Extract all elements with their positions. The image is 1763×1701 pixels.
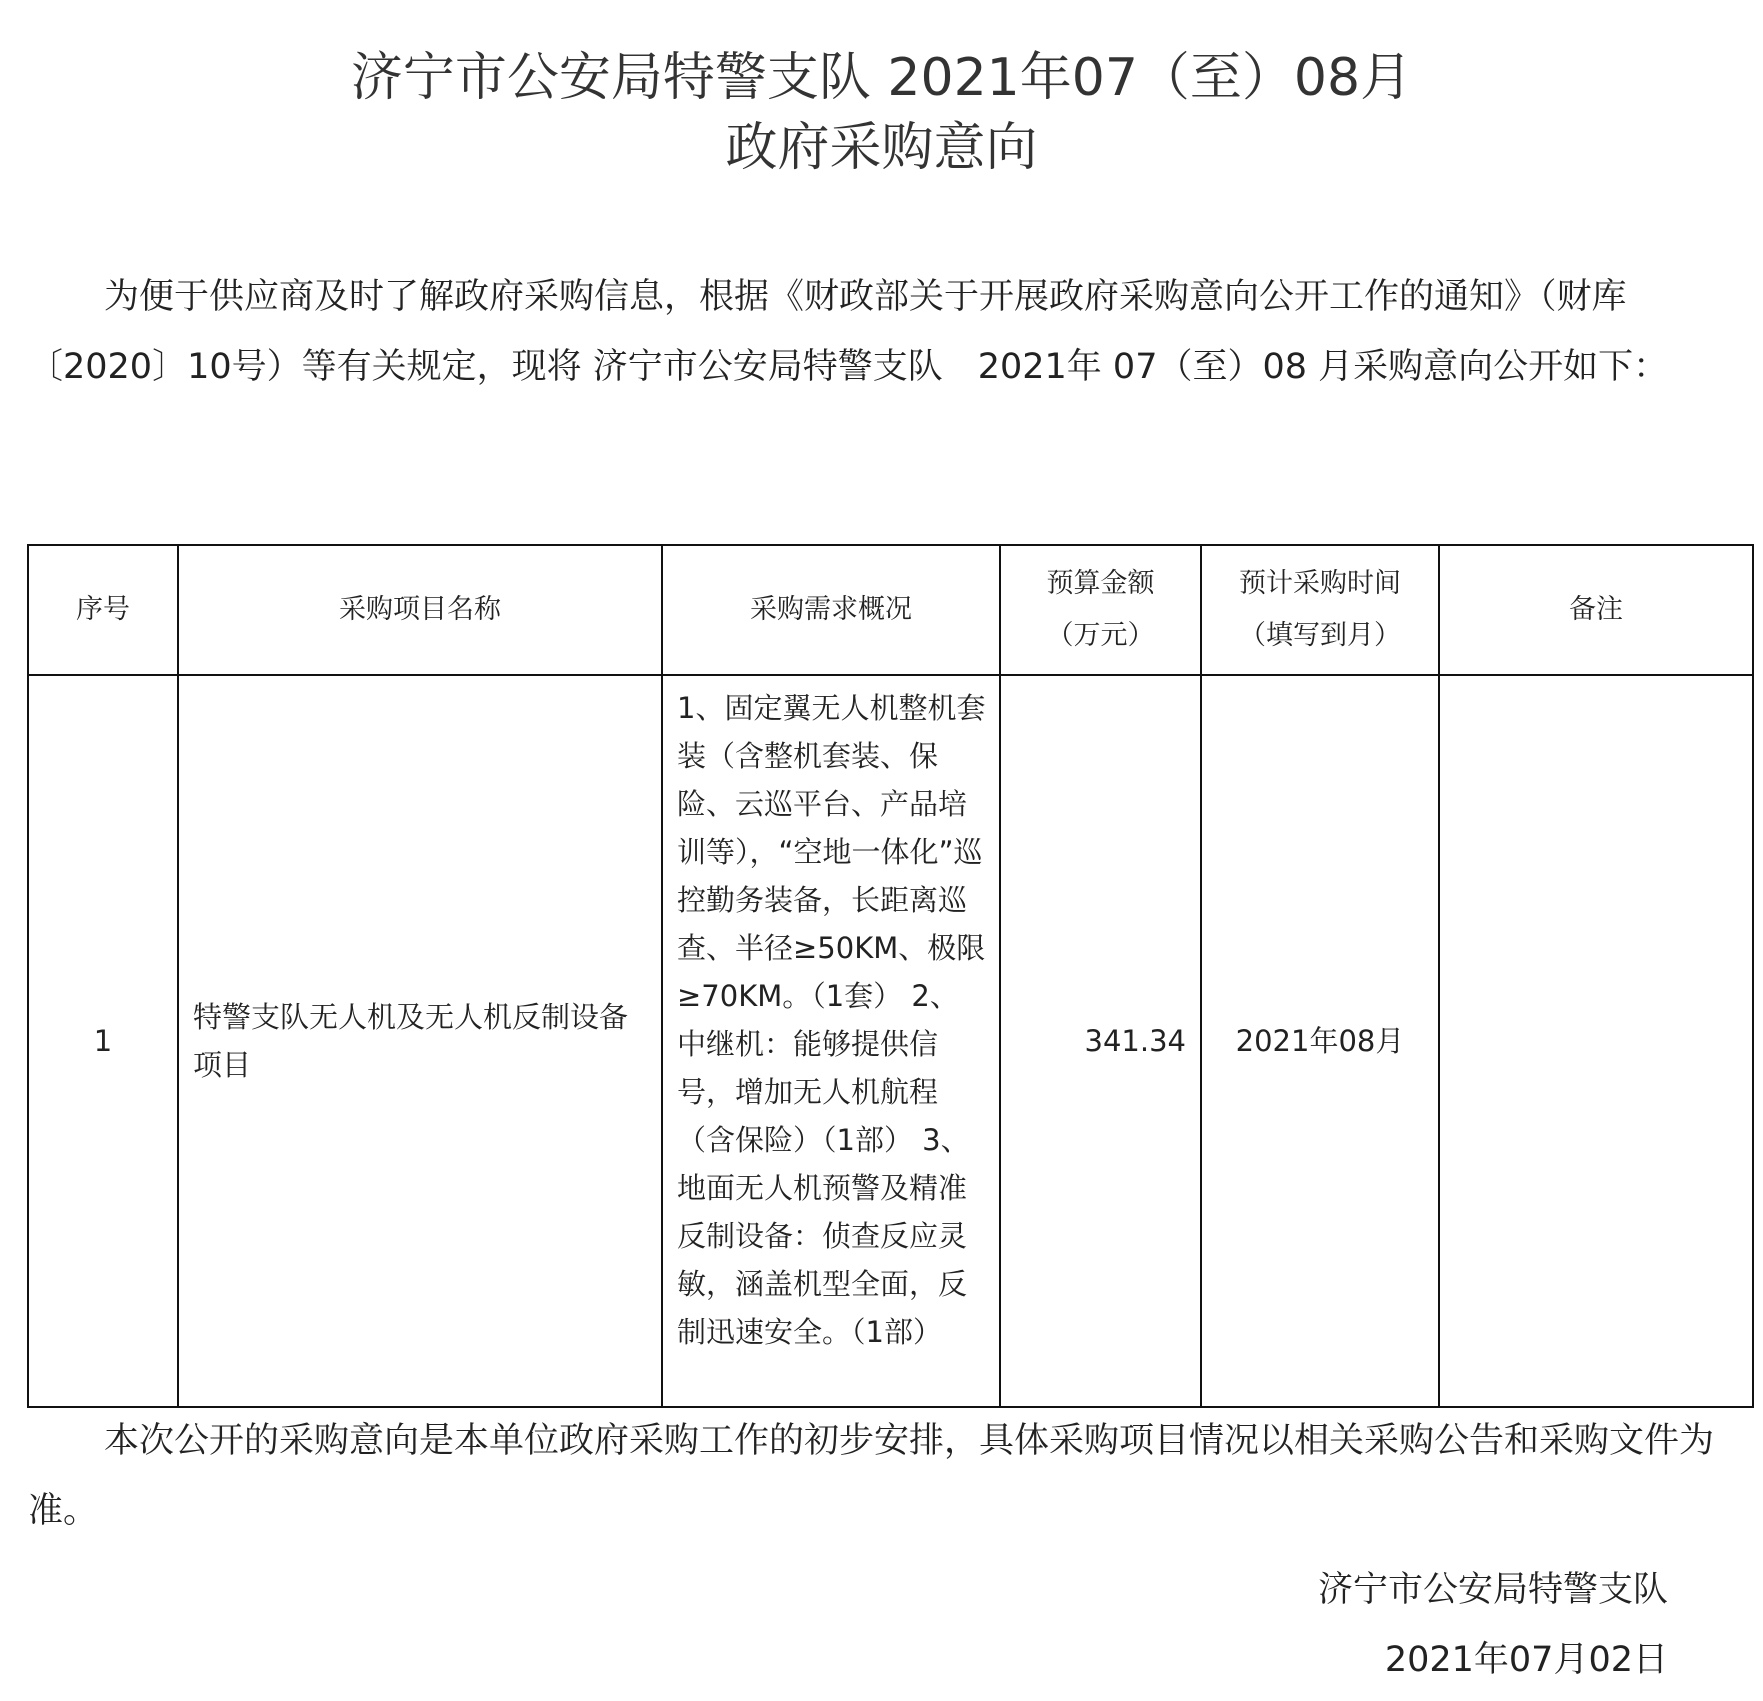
header-budget-line-1: 预算金额 — [1046, 568, 1155, 599]
cell-budget: 341.34 — [1000, 675, 1201, 1407]
document-title-line-2: 政府采购意向 — [725, 118, 1038, 178]
intro-text: 为便于供应商及时了解政府采购信息，根据《财政部关于开展政府采购意向公开工作的通知》（财库〔2020〕10号）等有关规定，现将 济宁市公安局特警支队 2021年 07（至）08 月采购意向公开如下： — [28, 277, 1669, 387]
header-desc: 采购需求概况 — [662, 545, 1000, 675]
cell-name: 特警支队无人机及无人机反制设备项目 — [178, 675, 662, 1407]
header-time-line-2: （填写到月） — [1239, 620, 1401, 651]
table-header-row — [28, 545, 1753, 675]
signature-date: 2021年07月02日 — [1384, 1640, 1668, 1680]
cell-no: 1 — [28, 675, 178, 1407]
closing-text: 本次公开的采购意向是本单位政府采购工作的初步安排，具体采购项目情况以相关采购公告和采购文件为准。 — [28, 1421, 1715, 1531]
table-row — [28, 675, 1753, 1407]
header-name: 采购项目名称 — [178, 545, 662, 675]
signature-organization: 济宁市公安局特警支队 — [1317, 1570, 1668, 1610]
header-budget-line-2: （万元） — [1046, 620, 1155, 651]
closing-paragraph — [28, 1406, 1728, 1546]
cell-note — [1439, 675, 1753, 1407]
document-title-line-1: 济宁市公安局特警支队 2021年07（至）08月 — [350, 48, 1413, 108]
header-time-line-1: 预计采购时间 — [1239, 568, 1401, 599]
header-time — [1201, 545, 1439, 675]
cell-desc: 1、固定翼无人机整机套装（含整机套装、保险、云巡平台、产品培训等），“空地一体化”巡控勤务装备，长距离巡查、半径≥50KM、极限≥70KM。（1套） 2、中继机：能够提供信号，增加无人机航程（含保险）（1部） 3、地面无人机预警及精准反制设备：侦查反应灵敏，涵盖机型全面，反制迅速安全。（1部） — [662, 675, 1000, 1407]
header-no: 序号 — [28, 545, 178, 675]
procurement-table — [27, 544, 1754, 1408]
cell-time: 2021年08月 — [1201, 675, 1439, 1407]
intro-paragraph — [28, 262, 1728, 402]
header-budget — [1000, 545, 1201, 675]
header-note: 备注 — [1439, 545, 1753, 675]
